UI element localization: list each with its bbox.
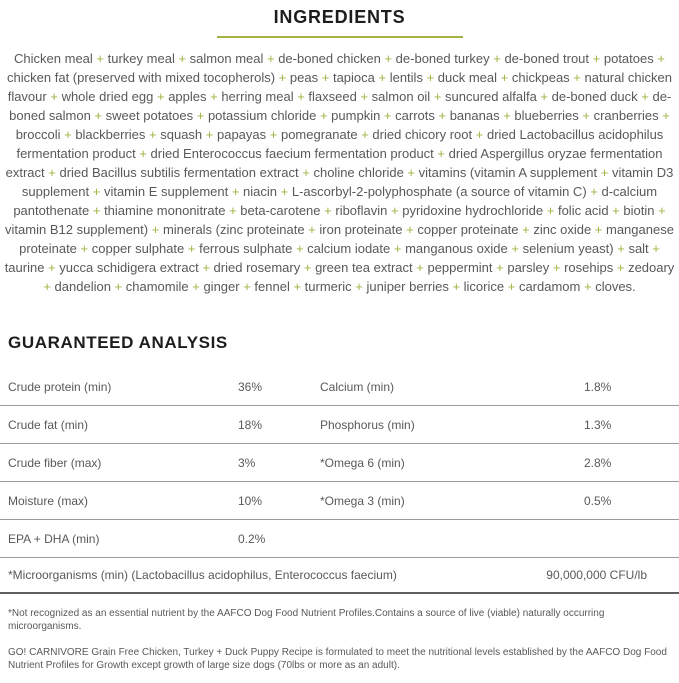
ingredient-item: chamomile [125, 279, 189, 294]
ingredient-item: minerals (zinc proteinate [162, 222, 305, 237]
ingredients-title: INGREDIENTS [273, 7, 406, 27]
plus-separator: + [293, 89, 309, 104]
plus-separator: + [597, 165, 612, 180]
ingredient-item: ginger [203, 279, 240, 294]
ingredient-item: de-boned salmon [9, 89, 672, 123]
plus-separator: + [433, 146, 449, 161]
plus-separator: + [298, 165, 314, 180]
plus-separator: + [578, 108, 594, 123]
analysis-value2: 1.8% [584, 379, 612, 394]
plus-separator: + [316, 108, 332, 123]
ingredient-item: vitamin B12 supplement) [5, 222, 149, 237]
analysis-row [0, 406, 679, 444]
footnote-asterisk: *Not recognized as an essential nutrient by the AAFCO Dog Food Nutrient Profiles.Contains a source of live (viable) naturally occurring microorganisms. [8, 608, 605, 632]
ingredient-item: iron proteinate [319, 222, 403, 237]
ingredient-item: flaxseed [308, 89, 357, 104]
plus-separator: + [430, 89, 446, 104]
ingredient-item: dried Bacillus subtilis fermentation extract [59, 165, 299, 180]
plus-separator: + [422, 70, 438, 85]
plus-separator: + [403, 165, 419, 180]
ingredient-item: broccoli [15, 127, 61, 142]
analysis-label1: EPA + DHA (min) [8, 531, 100, 546]
plus-separator: + [92, 51, 108, 66]
ingredient-item: carrots [395, 108, 435, 123]
ingredient-item: zinc oxide [533, 222, 592, 237]
ingredient-item: blueberries [514, 108, 579, 123]
ingredient-item: suncured alfalfa [445, 89, 537, 104]
plus-separator: + [263, 51, 279, 66]
plus-separator: + [356, 89, 372, 104]
ingredient-item: manganese proteinate [19, 222, 674, 256]
plus-separator: + [43, 279, 55, 294]
analysis-row [0, 444, 679, 482]
analysis-table [0, 368, 679, 558]
plus-separator: + [188, 279, 204, 294]
title-underline [217, 36, 463, 38]
plus-separator: + [412, 260, 428, 275]
ingredient-item: sweet potatoes [105, 108, 194, 123]
ingredient-item: dried Aspergillus oryzae fermentation extract [5, 146, 663, 180]
ingredient-item: fennel [254, 279, 290, 294]
ingredient-item: chicken fat (preserved with mixed tocopherols) [7, 70, 276, 85]
plus-separator: + [549, 260, 565, 275]
plus-separator: + [289, 279, 305, 294]
ingredient-item: vitamins (vitamin A supplement [418, 165, 598, 180]
ingredient-item: copper proteinate [417, 222, 519, 237]
ingredient-item: potassium chloride [207, 108, 317, 123]
plus-separator: + [304, 222, 320, 237]
ingredient-item: turkey meal [107, 51, 175, 66]
ingredient-item: d-calcium pantothenate [13, 184, 658, 218]
ingredient-item: niacin [243, 184, 278, 199]
ingredient-item: duck meal [437, 70, 498, 85]
ingredient-item: chickpeas [511, 70, 570, 85]
plus-separator: + [90, 108, 106, 123]
ingredient-item: taurine [4, 260, 45, 275]
ingredient-item: salt [628, 241, 649, 256]
ingredient-item: riboflavin [335, 203, 388, 218]
ingredient-item: dried Lactobacillus acidophilus fermentation product [16, 127, 664, 161]
ingredient-item: tapioca [332, 70, 375, 85]
plus-separator: + [536, 89, 552, 104]
ingredient-item: green tea extract [315, 260, 413, 275]
plus-separator: + [202, 127, 217, 142]
ingredients-text [1, 49, 678, 296]
ingredient-item: yucca schidigera extract [59, 260, 199, 275]
plus-separator: + [148, 222, 163, 237]
plus-separator: + [89, 184, 104, 199]
plus-separator: + [591, 222, 606, 237]
ingredient-item: herring meal [221, 89, 294, 104]
plus-separator: + [654, 203, 666, 218]
ingredient-item: cardamom [518, 279, 581, 294]
plus-separator: + [153, 89, 169, 104]
ingredient-item: selenium yeast) [522, 241, 614, 256]
ingredient-item: natural chicken flavour [7, 70, 672, 104]
plus-separator: + [46, 89, 62, 104]
ingredient-item: parsley [507, 260, 550, 275]
ingredient-item: copper sulphate [91, 241, 185, 256]
plus-separator: + [569, 70, 585, 85]
ingredient-item: de-boned turkey [395, 51, 490, 66]
plus-separator: + [292, 241, 308, 256]
plus-separator: + [589, 51, 604, 66]
plus-separator: + [499, 108, 515, 123]
analysis-label1: Crude protein (min) [8, 379, 112, 394]
plus-separator: + [44, 165, 60, 180]
ingredient-item: lentils [389, 70, 423, 85]
plus-separator: + [637, 89, 653, 104]
plus-separator: + [518, 222, 534, 237]
plus-separator: + [320, 203, 336, 218]
plus-separator: + [653, 51, 665, 66]
ingredient-item: juniper berries [366, 279, 449, 294]
plus-separator: + [472, 127, 487, 142]
analysis-value1: 0.2% [238, 531, 266, 546]
plus-separator: + [380, 51, 396, 66]
plus-separator: + [387, 203, 403, 218]
plus-separator: + [110, 279, 126, 294]
plus-separator: + [318, 70, 333, 85]
plus-separator: + [492, 260, 508, 275]
analysis-label2: Calcium (min) [320, 379, 395, 394]
plus-separator: + [613, 241, 629, 256]
plus-separator: + [228, 184, 244, 199]
ingredient-item: potatoes [603, 51, 654, 66]
ingredient-item: vitamin D3 supplement [21, 165, 674, 199]
ingredient-item: L-ascorbyl-2-polyphosphate (a source of vitamin C) [291, 184, 587, 199]
plus-separator: + [275, 70, 290, 85]
ingredient-item: turmeric [304, 279, 352, 294]
plus-separator: + [198, 260, 214, 275]
analysis-row [0, 520, 679, 558]
ingredient-item: biotin [623, 203, 655, 218]
analysis-title: GUARANTEED ANALYSIS [8, 333, 228, 352]
analysis-row [0, 368, 679, 406]
ingredient-item: ferrous sulphate [199, 241, 293, 256]
analysis-value2: 2.8% [584, 455, 612, 470]
plus-separator: + [489, 51, 505, 66]
plus-separator: + [300, 260, 316, 275]
ingredient-item: dried Enterococcus faecium fermentation product [150, 146, 434, 161]
analysis-label1: Crude fiber (max) [8, 455, 102, 470]
plus-separator: + [390, 241, 406, 256]
plus-separator: + [76, 241, 92, 256]
ingredient-item: zedoary [628, 260, 675, 275]
plus-separator: + [374, 70, 390, 85]
analysis-label1: Moisture (max) [8, 493, 89, 508]
ingredients-section-header [0, 0, 679, 38]
plus-separator: + [277, 184, 292, 199]
ingredient-item: pyridoxine hydrochloride [402, 203, 544, 218]
analysis-row [0, 482, 679, 520]
ingredient-item: blackberries [75, 127, 146, 142]
plus-separator: + [145, 127, 161, 142]
plus-separator: + [239, 279, 255, 294]
analysis-value1: 18% [238, 417, 263, 432]
plus-separator: + [225, 203, 241, 218]
analysis-value1: 3% [238, 455, 256, 470]
analysis-value1: 10% [238, 493, 263, 508]
plus-separator: + [580, 279, 596, 294]
ingredient-item: licorice [463, 279, 505, 294]
plus-separator: + [608, 203, 624, 218]
ingredient-item: pumpkin [331, 108, 381, 123]
ingredient-item: de-boned trout [504, 51, 590, 66]
plus-separator: + [44, 260, 60, 275]
ingredient-item: Chicken meal [14, 51, 93, 66]
plus-separator: + [448, 279, 464, 294]
ingredient-item: apples [168, 89, 207, 104]
analysis-value1: 36% [238, 379, 263, 394]
ingredient-item: papayas [216, 127, 267, 142]
ingredient-item: salmon meal [189, 51, 264, 66]
analysis-value2: 0.5% [584, 493, 612, 508]
ingredient-item: choline chloride [313, 165, 404, 180]
ingredient-item: manganous oxide [405, 241, 508, 256]
plus-separator: + [402, 222, 418, 237]
plus-separator: + [543, 203, 558, 218]
analysis-label2: *Omega 3 (min) [320, 493, 405, 508]
ingredient-item: dried chicory root [372, 127, 473, 142]
ingredient-item: whole dried egg [61, 89, 154, 104]
plus-separator: + [380, 108, 396, 123]
ingredient-item: squash [160, 127, 203, 142]
plus-separator: + [648, 241, 660, 256]
plus-separator: + [266, 127, 281, 142]
plus-separator: + [357, 127, 373, 142]
plus-separator: + [89, 203, 105, 218]
ingredient-item: rosehips [564, 260, 614, 275]
footnote-aafco: GO! CARNIVORE Grain Free Chicken, Turkey + Duck Puppy Recipe is formulated to meet the nutritional levels established by the AAFCO Dog Food Nutrient Profiles for Growth except growth of large size dogs (70lbs or more as an adult). [8, 647, 667, 671]
ingredient-item: cloves. [595, 279, 636, 294]
ingredient-item: peppermint [427, 260, 493, 275]
ingredient-item: folic acid [557, 203, 609, 218]
ingredient-item: pomegranate [280, 127, 358, 142]
analysis-label2: *Omega 6 (min) [320, 455, 405, 470]
ingredient-item: salmon oil [371, 89, 431, 104]
analysis-label1: Crude fat (min) [8, 417, 89, 432]
microorganisms-value: 90,000,000 CFU/lb [546, 568, 647, 582]
plus-separator: + [434, 108, 450, 123]
analysis-value2: 1.3% [584, 417, 612, 432]
plus-separator: + [613, 260, 629, 275]
plus-separator: + [60, 127, 76, 142]
plus-separator: + [184, 241, 200, 256]
plus-separator: + [174, 51, 190, 66]
ingredient-item: peas [289, 70, 319, 85]
plus-separator: + [135, 146, 151, 161]
plus-separator: + [586, 184, 602, 199]
ingredient-item: beta-carotene [240, 203, 321, 218]
plus-separator: + [658, 108, 670, 123]
ingredient-item: dandelion [54, 279, 111, 294]
ingredient-item: de-boned duck [551, 89, 638, 104]
ingredient-item: dried rosemary [213, 260, 301, 275]
ingredient-item: vitamin E supplement [103, 184, 229, 199]
plus-separator: + [351, 279, 367, 294]
plus-separator: + [497, 70, 512, 85]
ingredient-item: bananas [449, 108, 500, 123]
analysis-label2: Phosphorus (min) [320, 417, 415, 432]
microorganisms-label: *Microorganisms (min) (Lactobacillus acidophilus, Enterococcus faecium) [8, 568, 397, 582]
ingredient-item: calcium iodate [307, 241, 391, 256]
plus-separator: + [507, 241, 523, 256]
ingredient-item: de-boned chicken [278, 51, 381, 66]
plus-separator: + [206, 89, 222, 104]
ingredient-item: thiamine mononitrate [104, 203, 226, 218]
ingredient-item: cranberries [593, 108, 659, 123]
plus-separator: + [504, 279, 519, 294]
plus-separator: + [193, 108, 208, 123]
microorganisms-row [0, 558, 679, 594]
